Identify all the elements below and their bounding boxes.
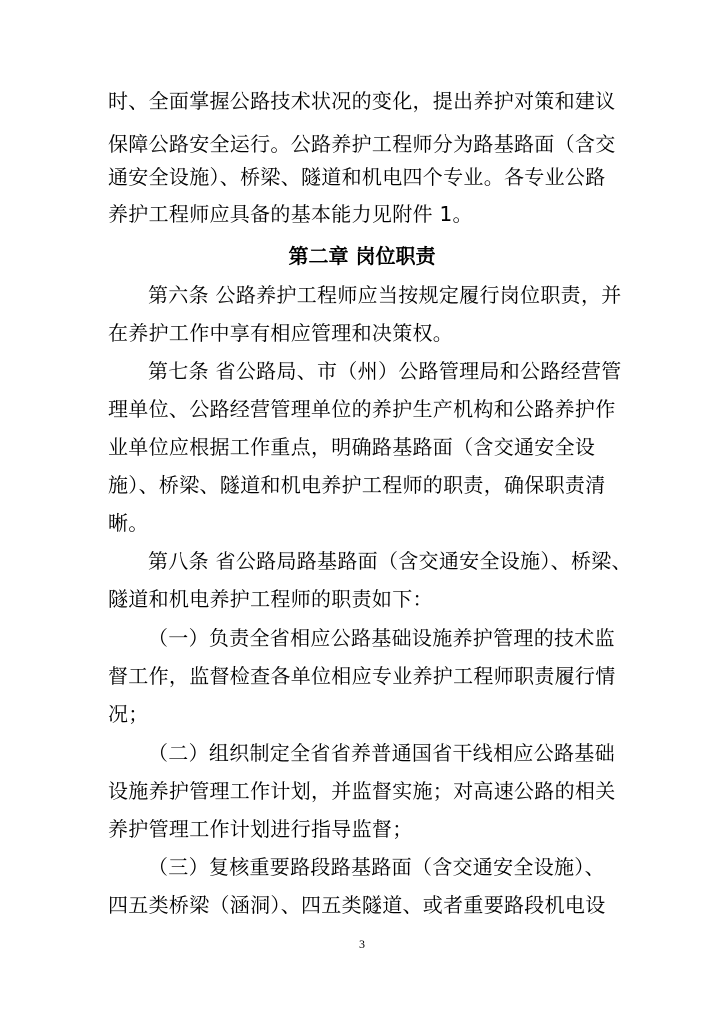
text-line: 保障公路安全运行。公路养护工程师分为路基路面（含交 — [108, 132, 616, 156]
text-line: 第八条 省公路局路基路面（含交通安全设施）、桥梁、 — [148, 549, 632, 573]
text-line: 养护工程师应具备的基本能力见附件 1。 — [108, 202, 473, 226]
text-line: 晰。 — [108, 511, 149, 535]
page-number: 3 — [359, 937, 365, 951]
text-line: 施）、桥梁、隧道和机电养护工程师的职责，确保职责清 — [108, 473, 606, 497]
text-line: （一）负责全省相应公路基础设施养护管理的技术监 — [148, 626, 615, 650]
text-line: 理单位、公路经营管理单位的养护生产机构和公路养护作 — [108, 397, 616, 421]
text-line: 在养护工作中享有相应管理和决策权。 — [108, 321, 454, 345]
text-line: 养护管理工作计划进行指导监督； — [108, 817, 413, 841]
text-line: 隧道和机电养护工程师的职责如下： — [108, 587, 433, 611]
text-line: 时、全面掌握公路技术状况的变化，提出养护对策和建议 — [108, 89, 616, 113]
text-line: 督工作，监督检查各单位相应专业养护工程师职责履行情 — [108, 664, 616, 688]
text-line: 业单位应根据工作重点，明确路基路面（含交通安全设 — [108, 435, 596, 459]
text-line: 四五类桥梁（涵洞）、四五类隧道、或者重要路段机电设 — [108, 893, 606, 917]
text-line: 通安全设施）、桥梁、隧道和机电四个专业。各专业公路 — [108, 165, 606, 189]
text-line: 设施养护管理工作计划，并监督实施；对高速公路的相关 — [108, 779, 616, 803]
text-line: 况； — [108, 702, 149, 726]
text-line: 第六条 公路养护工程师应当按规定履行岗位职责，并 — [148, 283, 622, 307]
chapter-heading: 第二章 岗位职责 — [288, 244, 436, 268]
text-line: （二）组织制定全省省养普通国省干线相应公路基础 — [148, 741, 615, 765]
text-line: （三）复核重要路段路基路面（含交通安全设施）、 — [148, 855, 605, 879]
text-line: 第七条 省公路局、市（州）公路管理局和公路经营管 — [148, 359, 622, 383]
